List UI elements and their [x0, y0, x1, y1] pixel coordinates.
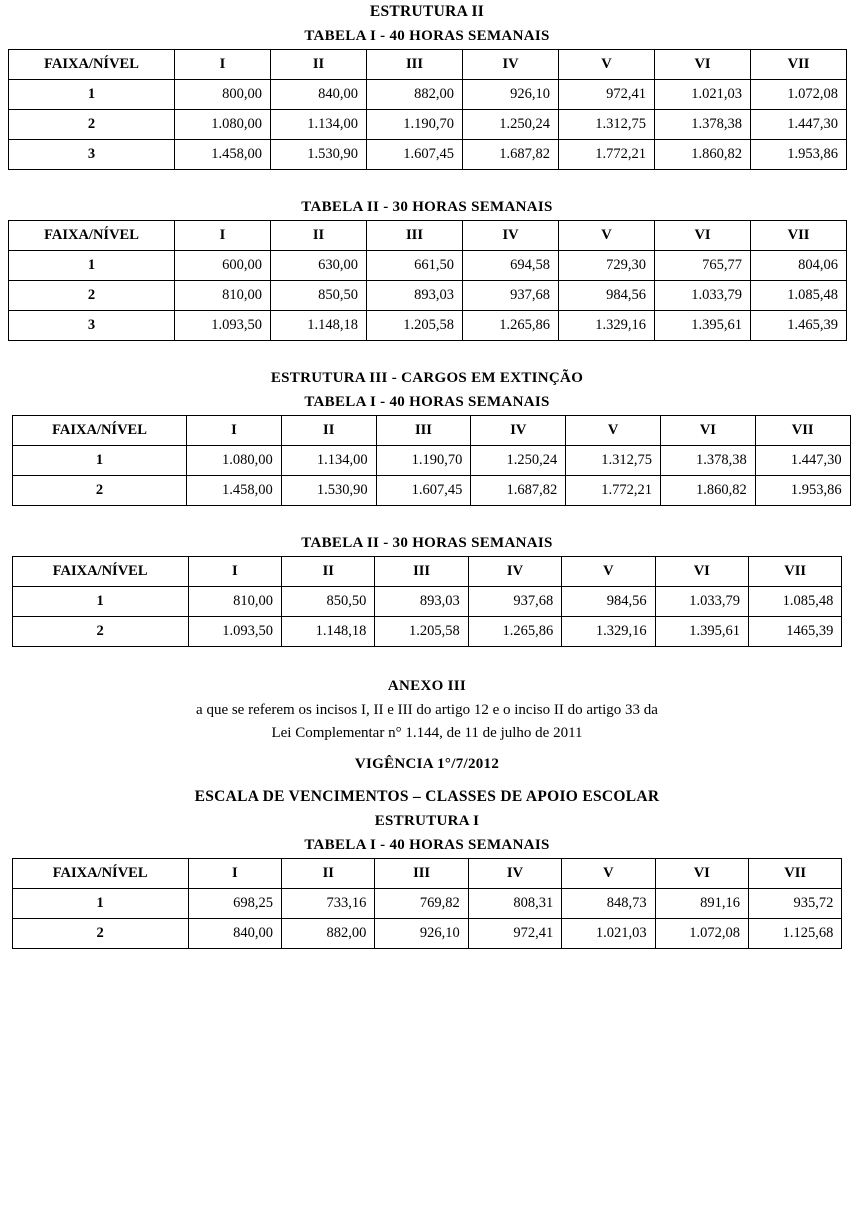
- cell: 1.312,75: [559, 110, 655, 140]
- salary-table-5: [12, 858, 843, 949]
- cell: 810,00: [188, 587, 281, 617]
- spacer: [0, 777, 854, 785]
- cell: 1.093,50: [188, 617, 281, 647]
- cell: 804,06: [751, 251, 847, 281]
- col-header: V: [559, 50, 655, 80]
- spacer: [0, 745, 854, 753]
- row-header: 1: [12, 889, 188, 919]
- table-row: [12, 889, 842, 919]
- col-header: IV: [471, 416, 566, 446]
- cell: 1.265,86: [468, 617, 561, 647]
- table-title-3: TABELA I - 40 HORAS SEMANAIS: [304, 394, 550, 410]
- table-header-row: [9, 221, 847, 251]
- col-header: III: [376, 416, 471, 446]
- cell: 1.329,16: [559, 311, 655, 341]
- col-header: FAIXA/NÍVEL: [9, 221, 175, 251]
- cell: 1.072,08: [655, 919, 748, 949]
- cell: 1.312,75: [566, 446, 661, 476]
- cell: 935,72: [748, 889, 841, 919]
- table-row: [9, 311, 847, 341]
- section-estrutura-iii: [0, 367, 854, 506]
- cell: 1.190,70: [376, 446, 471, 476]
- col-header: VI: [660, 416, 755, 446]
- row-header: 2: [9, 110, 175, 140]
- col-header: VI: [655, 50, 751, 80]
- table-header-row: [9, 50, 847, 80]
- cell: 848,73: [562, 889, 655, 919]
- cell: 850,50: [271, 281, 367, 311]
- col-header: V: [566, 416, 661, 446]
- cell: 893,03: [367, 281, 463, 311]
- table-header-row: [13, 416, 851, 446]
- cell: 1.687,82: [471, 476, 566, 506]
- col-header: VII: [755, 416, 850, 446]
- row-header: 1: [9, 251, 175, 281]
- cell: 926,10: [463, 80, 559, 110]
- col-header: II: [282, 557, 375, 587]
- cell: 1.134,00: [281, 446, 376, 476]
- cell: 1.860,82: [655, 140, 751, 170]
- table-row: [9, 251, 847, 281]
- col-header: II: [281, 416, 376, 446]
- col-header: III: [375, 859, 468, 889]
- cell: 1.033,79: [655, 281, 751, 311]
- anexo-title: ANEXO III: [387, 678, 467, 694]
- cell: 1.395,61: [655, 311, 751, 341]
- cell: 1.772,21: [559, 140, 655, 170]
- cell: 1.329,16: [562, 617, 655, 647]
- table-row: [9, 140, 847, 170]
- cell: 1.458,00: [187, 476, 282, 506]
- table-row: [13, 476, 851, 506]
- col-header: III: [367, 50, 463, 80]
- col-header: VII: [748, 557, 841, 587]
- spacer: [0, 506, 854, 532]
- cell: 769,82: [375, 889, 468, 919]
- table-wrapper-1: [0, 49, 854, 170]
- cell: 1.148,18: [271, 311, 367, 341]
- cell: 984,56: [562, 587, 655, 617]
- col-header: FAIXA/NÍVEL: [9, 50, 175, 80]
- anexo-line-2: Lei Complementar n° 1.144, de 11 de julho de 2011: [271, 725, 583, 741]
- cell: 733,16: [282, 889, 375, 919]
- cell: 937,68: [468, 587, 561, 617]
- estrutura-i-title: ESTRUTURA I: [374, 813, 480, 829]
- salary-table-1: [8, 49, 847, 170]
- cell: 698,25: [188, 889, 281, 919]
- cell: 1.530,90: [281, 476, 376, 506]
- cell: 1.447,30: [755, 446, 850, 476]
- cell: 1.265,86: [463, 311, 559, 341]
- table-row: [12, 587, 842, 617]
- col-header: FAIXA/NÍVEL: [12, 557, 188, 587]
- cell: 893,03: [375, 587, 468, 617]
- cell: 661,50: [367, 251, 463, 281]
- cell: 1.080,00: [187, 446, 282, 476]
- cell: 1.530,90: [271, 140, 367, 170]
- row-header: 2: [9, 281, 175, 311]
- col-header: IV: [468, 557, 561, 587]
- cell: 1.205,58: [367, 311, 463, 341]
- cell: 1.080,00: [175, 110, 271, 140]
- col-header: I: [188, 859, 281, 889]
- table-wrapper-2: [0, 220, 854, 341]
- section-title-estrutura-iii: ESTRUTURA III - CARGOS EM EXTINÇÃO: [270, 370, 584, 386]
- cell: 810,00: [175, 281, 271, 311]
- cell: 1.085,48: [748, 587, 841, 617]
- section-tabela-ii-30h-extincao: [0, 532, 854, 647]
- cell: 1.250,24: [471, 446, 566, 476]
- cell: 1.021,03: [562, 919, 655, 949]
- section-tabela-ii-30h: [0, 196, 854, 341]
- col-header: V: [559, 221, 655, 251]
- col-header: V: [562, 859, 655, 889]
- cell: 1.033,79: [655, 587, 748, 617]
- table-row: [12, 617, 842, 647]
- row-header: 3: [9, 311, 175, 341]
- col-header: II: [271, 50, 367, 80]
- row-header: 2: [12, 617, 188, 647]
- cell: 800,00: [175, 80, 271, 110]
- cell: 1.250,24: [463, 110, 559, 140]
- cell: 1.447,30: [751, 110, 847, 140]
- col-header: VII: [751, 50, 847, 80]
- cell: 1.125,68: [748, 919, 841, 949]
- col-header: VI: [655, 221, 751, 251]
- table-row: [9, 110, 847, 140]
- table-header-row: [12, 557, 842, 587]
- salary-table-3: [12, 415, 851, 506]
- section-estrutura-ii: [0, 0, 854, 170]
- table-row: [12, 919, 842, 949]
- col-header: V: [562, 557, 655, 587]
- col-header: FAIXA/NÍVEL: [12, 859, 188, 889]
- cell: 1.190,70: [367, 110, 463, 140]
- col-header: II: [271, 221, 367, 251]
- cell: 600,00: [175, 251, 271, 281]
- cell: 765,77: [655, 251, 751, 281]
- cell: 1.021,03: [655, 80, 751, 110]
- col-header: III: [367, 221, 463, 251]
- cell: 1.607,45: [376, 476, 471, 506]
- cell: 1.085,48: [751, 281, 847, 311]
- spacer: [0, 341, 854, 367]
- page-title: ESTRUTURA II: [369, 3, 485, 20]
- col-header: VII: [751, 221, 847, 251]
- row-header: 2: [13, 476, 187, 506]
- cell: 694,58: [463, 251, 559, 281]
- anexo-line-1: a que se referem os incisos I, II e III do artigo 12 e o inciso II do artigo 33 da: [196, 702, 658, 718]
- cell: 1.134,00: [271, 110, 367, 140]
- cell: 937,68: [463, 281, 559, 311]
- vigencia-title: VIGÊNCIA 1°/7/2012: [354, 756, 500, 772]
- table-row: [9, 281, 847, 311]
- table-title-5: TABELA I - 40 HORAS SEMANAIS: [304, 837, 550, 853]
- col-header: II: [282, 859, 375, 889]
- row-header: 1: [9, 80, 175, 110]
- col-header: III: [375, 557, 468, 587]
- table-header-row: [12, 859, 842, 889]
- table-title-4: TABELA II - 30 HORAS SEMANAIS: [301, 535, 553, 551]
- cell: 1.953,86: [755, 476, 850, 506]
- col-header: I: [187, 416, 282, 446]
- spacer: [0, 170, 854, 196]
- table-wrapper-3: [0, 415, 854, 506]
- cell: 1.148,18: [282, 617, 375, 647]
- cell: 1.378,38: [660, 446, 755, 476]
- col-header: I: [175, 50, 271, 80]
- cell: 926,10: [375, 919, 468, 949]
- table-wrapper-5: [0, 858, 854, 949]
- col-header: VI: [655, 859, 748, 889]
- table-row: [9, 80, 847, 110]
- cell: 1.465,39: [751, 311, 847, 341]
- salary-table-4: [12, 556, 843, 647]
- cell: 840,00: [271, 80, 367, 110]
- cell: 972,41: [468, 919, 561, 949]
- escala-title: ESCALA DE VENCIMENTOS – CLASSES DE APOIO ESCOLAR: [194, 788, 660, 805]
- table-title-2: TABELA II - 30 HORAS SEMANAIS: [301, 199, 553, 215]
- cell: 1.205,58: [375, 617, 468, 647]
- row-header: 1: [13, 446, 187, 476]
- cell: 850,50: [282, 587, 375, 617]
- spacer: [0, 647, 854, 673]
- col-header: IV: [468, 859, 561, 889]
- table-title-1: TABELA I - 40 HORAS SEMANAIS: [304, 28, 550, 44]
- cell: 1.093,50: [175, 311, 271, 341]
- table-row: [13, 446, 851, 476]
- cell: 882,00: [282, 919, 375, 949]
- cell: 1.395,61: [655, 617, 748, 647]
- row-header: 3: [9, 140, 175, 170]
- cell: 729,30: [559, 251, 655, 281]
- row-header: 2: [12, 919, 188, 949]
- col-header: IV: [463, 221, 559, 251]
- cell: 1.378,38: [655, 110, 751, 140]
- section-anexo-iii: [0, 673, 854, 949]
- cell: 840,00: [188, 919, 281, 949]
- col-header: IV: [463, 50, 559, 80]
- col-header: I: [188, 557, 281, 587]
- cell: 972,41: [559, 80, 655, 110]
- col-header: I: [175, 221, 271, 251]
- cell: 1.772,21: [566, 476, 661, 506]
- cell: 1465,39: [748, 617, 841, 647]
- cell: 891,16: [655, 889, 748, 919]
- table-wrapper-4: [0, 556, 854, 647]
- cell: 808,31: [468, 889, 561, 919]
- col-header: VII: [748, 859, 841, 889]
- salary-table-2: [8, 220, 847, 341]
- cell: 1.860,82: [660, 476, 755, 506]
- cell: 1.458,00: [175, 140, 271, 170]
- cell: 1.607,45: [367, 140, 463, 170]
- row-header: 1: [12, 587, 188, 617]
- cell: 882,00: [367, 80, 463, 110]
- cell: 1.072,08: [751, 80, 847, 110]
- cell: 1.687,82: [463, 140, 559, 170]
- cell: 630,00: [271, 251, 367, 281]
- col-header: VI: [655, 557, 748, 587]
- cell: 1.953,86: [751, 140, 847, 170]
- cell: 984,56: [559, 281, 655, 311]
- col-header: FAIXA/NÍVEL: [13, 416, 187, 446]
